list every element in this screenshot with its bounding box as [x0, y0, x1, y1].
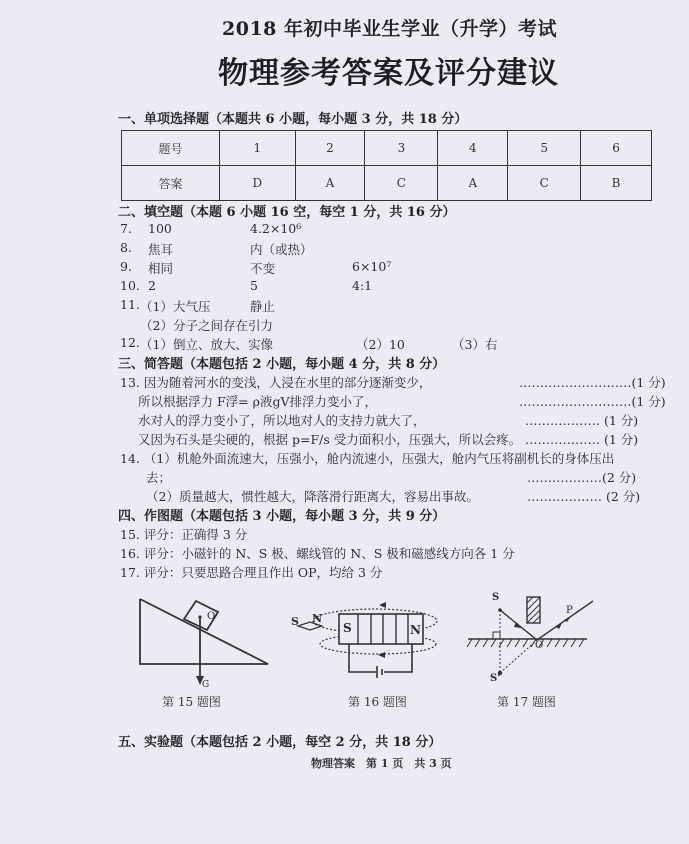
points-label: ………………………(1 分)	[519, 394, 666, 409]
item-num: 10.	[120, 278, 140, 293]
item-answer: （1）倒立、放大、实像	[140, 337, 273, 352]
row-label-number: 题号	[122, 131, 220, 166]
answer-line: 又因为石头是尖硬的，根据 p=F/s 受力面积小，压强大，所以会疼。	[138, 432, 522, 447]
label-p: P	[566, 605, 573, 616]
answer-line: 去；	[146, 470, 172, 485]
table-cell: 2	[295, 131, 365, 166]
page-footer: 物理答案 第 1 页 共 3 页	[311, 757, 452, 770]
table-cell: C	[508, 166, 581, 201]
item-answer: 2	[148, 278, 156, 293]
table-cell: 1	[220, 131, 296, 166]
table-cell: 5	[508, 131, 581, 166]
section2-heading: 二、填空题（本题 6 小题 16 空，每空 1 分，共 16 分）	[118, 205, 456, 220]
item-num: 12.	[120, 335, 140, 350]
item-answer: （3）右	[452, 337, 498, 352]
item-num: 8.	[120, 240, 132, 255]
answer-line: 水对人的浮力变小了，所以地对人的支持力就大了，	[138, 413, 426, 428]
points-label: ………………(2 分)	[527, 470, 637, 485]
item-answer: 焦耳	[148, 242, 174, 257]
row-label-answer: 答案	[122, 166, 220, 201]
label-s: S	[492, 592, 500, 603]
grading-line: 16. 评分：小磁针的 N、S 极、螺线管的 N、S 极和磁感线方向各 1 分	[120, 546, 515, 561]
item-answer: （2）10	[356, 337, 405, 352]
label-g: G	[202, 680, 210, 690]
table-cell: C	[365, 166, 438, 201]
figure-17-caption: 第 17 题图	[497, 695, 556, 709]
needle-n-label: N	[312, 612, 323, 625]
document-title: 物理参考答案及评分建议	[218, 56, 559, 91]
item-answer: 相同	[148, 261, 174, 276]
coil-n-label: N	[410, 623, 421, 637]
item-answer: 不变	[250, 261, 276, 276]
answer-line: 所以根据浮力 F浮= ρ液gV排浮力变小了，	[138, 394, 377, 409]
item-answer: 静止	[250, 299, 276, 314]
item-num: 11.	[120, 297, 140, 312]
table-cell: 6	[581, 131, 652, 166]
needle-s-label: S	[291, 615, 299, 628]
section5-heading: 五、实验题（本题包括 2 小题，每空 2 分，共 18 分）	[118, 735, 442, 750]
label-o: O	[207, 611, 216, 622]
coil-s-label: S	[343, 621, 352, 635]
points-label: ………………………(1 分)	[519, 375, 666, 390]
item-answer: 100	[148, 221, 172, 236]
label-o: O	[535, 640, 544, 651]
item-answer: 内（或热）	[250, 242, 313, 257]
table-cell: D	[220, 166, 296, 201]
points-label: ……………… (2 分)	[527, 489, 641, 504]
section1-heading: 一、单项选择题（本题共 6 小题，每小题 3 分，共 18 分）	[118, 112, 468, 127]
table-cell: 3	[365, 131, 438, 166]
label-s-prime: S'	[490, 673, 501, 684]
item-answer: 4:1	[352, 278, 373, 293]
item-answer: （2）分子之间存在引力	[140, 318, 273, 333]
table-cell: 4	[438, 131, 508, 166]
points-label: ……………… (1 分)	[525, 432, 639, 447]
figure-16-caption: 第 16 题图	[348, 695, 407, 709]
item-answer: 4.2×10⁶	[250, 221, 302, 236]
exam-title: 2018 年初中毕业生学业（升学）考试	[222, 18, 557, 40]
answer-line: （2）质量越大，惯性越大，降落滑行距离大，容易出事故。	[146, 489, 479, 504]
grading-line: 15. 评分：正确得 3 分	[120, 527, 248, 542]
section3-heading: 三、简答题（本题包括 2 小题，每小题 4 分，共 8 分）	[118, 357, 446, 372]
item-num: 7.	[120, 221, 132, 236]
item-num: 9.	[120, 259, 132, 274]
answer-line: 14. （1）机舱外面流速大，压强小，舱内流速小，压强大，舱内气压将副机长的身体压出	[120, 451, 615, 466]
table-cell: A	[295, 166, 365, 201]
item-answer: 6×10⁷	[352, 259, 392, 274]
points-label: ……………… (1 分)	[525, 413, 639, 428]
table-cell: A	[438, 166, 508, 201]
answer-line: 13. 因为随着河水的变浅，人浸在水里的部分逐渐变少，	[120, 375, 432, 390]
item-answer: 5	[250, 278, 258, 293]
figure-15-caption: 第 15 题图	[162, 695, 221, 709]
item-answer: （1）大气压	[140, 299, 211, 314]
grading-line: 17. 评分：只要思路合理且作出 OP，均给 3 分	[120, 565, 383, 580]
section4-heading: 四、作图题（本题包括 3 小题，每小题 3 分，共 9 分）	[118, 509, 446, 524]
table-cell: B	[581, 166, 652, 201]
